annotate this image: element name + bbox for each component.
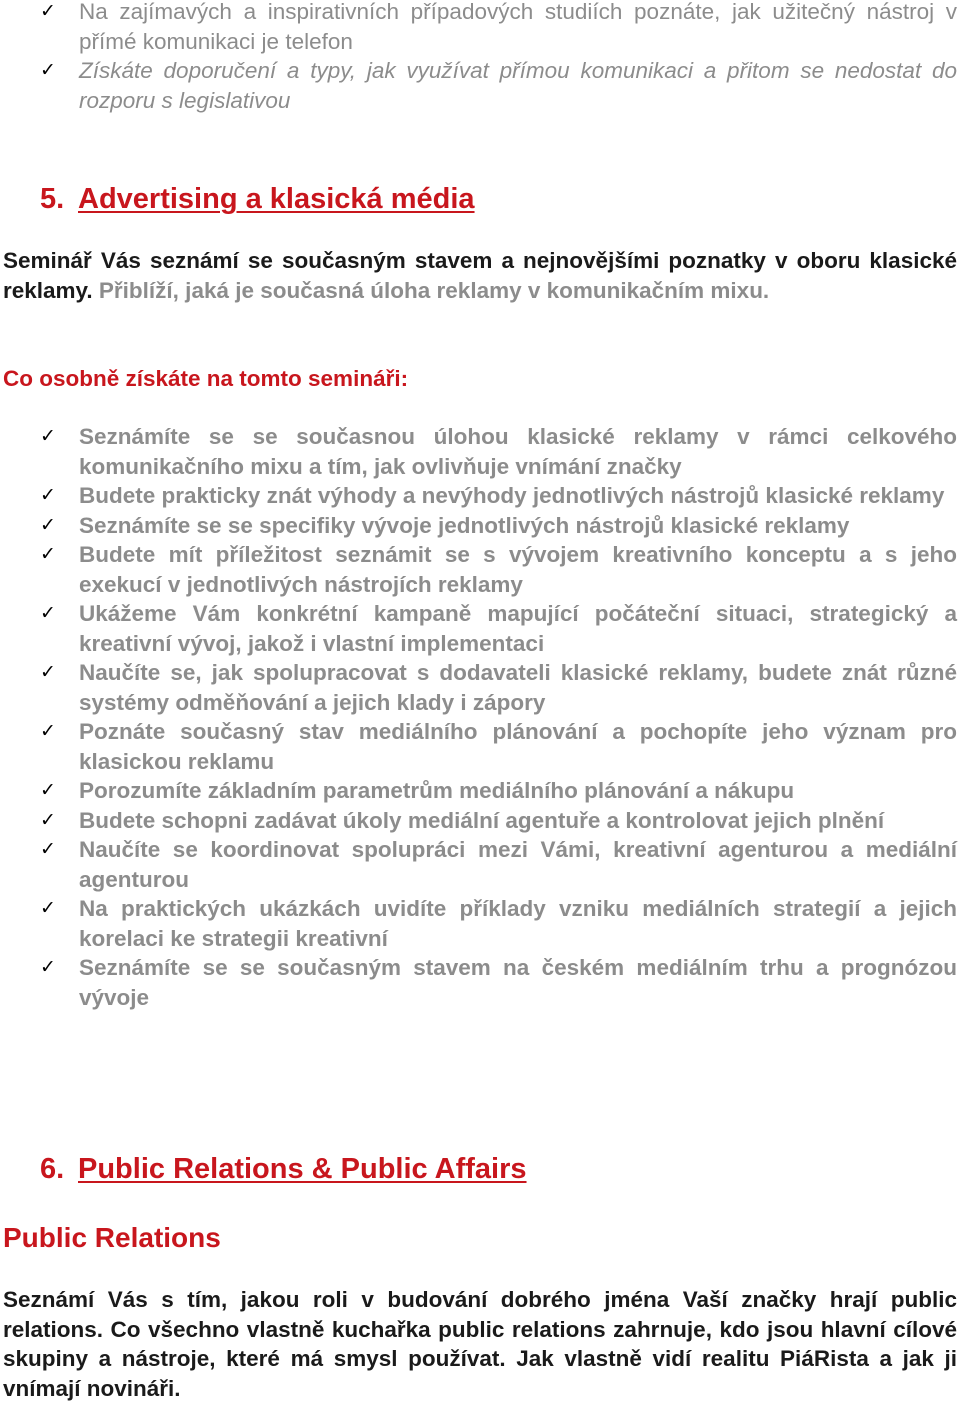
check-icon: ✓ <box>40 425 56 447</box>
list-item-text: Naučíte se, jak spolupracovat s dodavateli klasické reklamy, budete znát různé systémy odměňování a jejich klady i zápory <box>79 660 957 715</box>
section5-intro-grey: Přiblíží, jaká je současná úloha reklamy v komunikačním mixu. <box>98 277 770 303</box>
section5-intro <box>3 246 957 305</box>
list-item-text: Seznámíte se se specifiky vývoje jednotlivých nástrojů klasické reklamy <box>79 512 850 538</box>
list-item <box>0 806 960 836</box>
section6-number: 6. <box>40 1153 65 1185</box>
list-item <box>0 56 960 115</box>
list-item-text: Naučíte se koordinovat spolupráci mezi Vámi, kreativní agenturou a mediální agenturou <box>79 837 957 892</box>
section6-intro <box>3 1285 957 1403</box>
list-item <box>0 0 960 56</box>
section4-benefit-list <box>0 0 960 115</box>
list-item <box>0 511 960 541</box>
list-item-text: Seznámíte se se současnou úlohou klasické reklamy v rámci celkového komunikačního mixu a tím, jak ovlivňuje vnímání značky <box>79 424 957 479</box>
list-item <box>0 894 960 953</box>
list-item <box>0 481 960 511</box>
list-item-text: Ukážeme Vám konkrétní kampaně mapující počáteční situaci, strategický a kreativní vývoj, jakož i vlastní implementaci <box>79 601 957 656</box>
check-icon: ✓ <box>40 808 56 831</box>
list-item <box>0 717 960 776</box>
section6-title: Public Relations & Public Affairs <box>78 1153 527 1185</box>
check-icon: ✓ <box>40 59 56 81</box>
list-item-text: Budete mít příležitost seznámit se s vývojem kreativního konceptu a s jeho exekucí v jednotlivých nástrojích reklamy <box>79 542 957 597</box>
list-item-text: Na praktických ukázkách uvidíte příklady vzniku mediálních strategií a jejich korelaci ke strategii kreativní <box>79 896 957 951</box>
list-item-text: Poznáte současný stav mediálního plánování a pochopíte jeho význam pro klasickou reklamu <box>79 719 957 774</box>
check-icon: ✓ <box>40 602 56 624</box>
check-icon: ✓ <box>40 897 56 919</box>
section5-number: 5. <box>40 183 65 215</box>
check-icon: ✓ <box>40 0 56 22</box>
check-icon: ✓ <box>40 779 56 801</box>
list-item-text: Budete prakticky znát výhody a nevýhody jednotlivých nástrojů klasické reklamy <box>79 483 945 508</box>
section5-title: Advertising a klasická média <box>78 183 475 215</box>
check-icon: ✓ <box>40 838 56 860</box>
check-icon: ✓ <box>40 720 56 742</box>
list-item-text: Na zajímavých a inspirativních případových studiích poznáte, jak užitečný nástroj v přímé komunikaci je telefon <box>79 0 957 54</box>
check-icon: ✓ <box>40 543 56 565</box>
list-item <box>0 953 960 1012</box>
section5-intro-dark: Seminář Vás seznámí se současným stavem a nejnovějšími poznatky v oboru klasické reklamy. <box>3 248 957 303</box>
check-icon: ✓ <box>40 484 56 506</box>
list-item <box>0 422 960 481</box>
list-item-text: Budete schopni zadávat úkoly mediální agentuře a kontrolovat jejich plnění <box>79 807 885 833</box>
section5-subheading: Co osobně získáte na tomto semináři: <box>3 366 409 391</box>
section6-heading <box>40 1152 527 1186</box>
list-item-text: Získáte doporučení a typy, jak využívat přímou komunikaci a přitom se nedostat do rozporu s legislativou <box>79 58 957 113</box>
section5-benefit-list <box>0 422 960 1012</box>
list-item <box>0 835 960 894</box>
list-item <box>0 776 960 806</box>
check-icon: ✓ <box>40 513 56 536</box>
list-item-text: Porozumíte základním parametrům mediálního plánování a nákupu <box>79 778 795 803</box>
section5-heading <box>40 182 475 216</box>
list-item <box>0 658 960 717</box>
check-icon: ✓ <box>40 956 56 978</box>
section6-intro-text: Seznámí Vás s tím, jakou roli v budování dobrého jména Vaší značky hrají public relations. Co všechno vlastně kuchařka public relations zahrnuje, kdo jsou hlavní cílové skupiny a nástroje, které má smysl používat. Jak vlastně vidí realitu PiáRista a jak ji vnímají novináři. <box>3 1287 957 1401</box>
check-icon: ✓ <box>40 661 56 683</box>
list-item-text: Seznámíte se se současným stavem na českém mediálním trhu a prognózou vývoje <box>79 955 957 1010</box>
list-item <box>0 540 960 599</box>
list-item <box>0 599 960 658</box>
public-relations-heading: Public Relations <box>3 1222 221 1253</box>
